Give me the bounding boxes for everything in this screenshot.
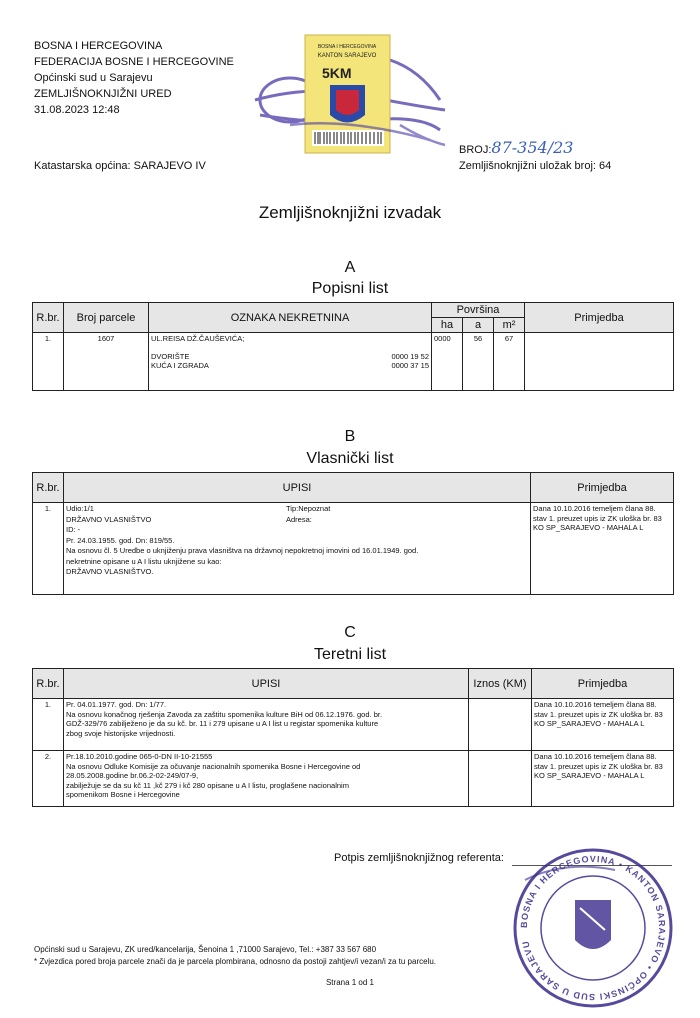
entry-text: GDŽ-329/76 zabilježeno je da su kč. br. 11 i 279 upisane u A I list u registar spomenika kulture — [66, 719, 379, 728]
country-line: BOSNA I HERCEGOVINA — [34, 40, 163, 52]
entry-text: spomenikom Bosne i Hercegovine — [66, 790, 180, 799]
col-primjedba: Primjedba — [531, 473, 674, 503]
row-rbr: 2. — [33, 751, 64, 807]
row-a: 56 — [463, 333, 494, 391]
udio: Udio:1/1 — [66, 504, 94, 513]
col-upisi: UPISI — [64, 473, 531, 503]
row-rbr: 1. — [33, 333, 64, 391]
col-broj-parcele: Broj parcele — [64, 303, 149, 333]
row-m2: 67 — [494, 333, 525, 391]
popisni-list-table — [32, 302, 674, 391]
broj-label: BROJ: — [459, 144, 492, 156]
col-m2: m² — [494, 318, 525, 333]
entry-text: DRŽAVNO VLASNIŠTVO. — [66, 567, 154, 576]
entry-text: Na osnovu čl. 5 Uredbe o uknjiženju prava vlasništva na državnoj nepokretnoj imovini od 16.01.1949. god. — [66, 546, 419, 555]
seal-ring-text: BOSNA I HERCEGOVINA • KANTON SARAJEVO • OPĆINSKI SUD U SARAJEVU — [518, 853, 668, 1003]
entry-reference: Pr. 24.03.1955. god. Dn: 819/55. — [66, 535, 175, 545]
table-row — [33, 751, 674, 807]
owner-name: DRŽAVNO VLASNIŠTVO — [66, 514, 152, 524]
row-iznos — [469, 751, 532, 807]
entry-text: 28.05.2008.godine br.06.2-02-249/07-9, — [66, 771, 199, 780]
svg-text:5KM: 5KM — [322, 65, 352, 81]
document-header — [34, 38, 234, 118]
row-rbr: 1. — [33, 699, 64, 751]
entry-reference: Pr. 04.01.1977. god. Dn: 1/77. — [66, 700, 167, 709]
page-number: Strana 1 od 1 — [325, 978, 375, 987]
owner-id: ID: - — [66, 525, 81, 534]
section-b-name: Vlasnički list — [306, 450, 394, 467]
document-title: Zemljišnoknjižni izvadak — [258, 203, 442, 222]
row-ha: 0000 — [432, 333, 463, 391]
col-primjedba: Primjedba — [532, 669, 674, 699]
col-povrsina: Površina — [432, 303, 525, 318]
federation-line: FEDERACIJA BOSNE I HERCEGOVINE — [34, 56, 234, 68]
row-oznaka — [149, 333, 432, 391]
footer-note: * Zvjezdica pored broja parcele znači da je parcela plombirana, odnosno da postoji zahtjev/i vezan/i za tu parcelu. — [34, 957, 437, 966]
col-primjedba: Primjedba — [525, 303, 674, 333]
table-row — [33, 503, 674, 595]
footer — [34, 944, 436, 968]
row-upisi — [64, 503, 531, 595]
item-name: DVORIŠTE — [151, 351, 190, 361]
row-parcela: 1607 — [64, 333, 149, 391]
col-a: a — [463, 318, 494, 333]
svg-text:BOSNA I HERCEGOVINA: BOSNA I HERCEGOVINA — [317, 44, 377, 50]
tip: Tip:Nepoznat — [286, 504, 331, 513]
ulozak-number: Zemljišnoknjižni uložak broj: 64 — [459, 160, 612, 172]
item-name: KUĆA I ZGRADA — [151, 361, 209, 370]
case-number-block — [459, 140, 611, 174]
row-upisi — [64, 751, 469, 807]
row-primjedba: Dana 10.10.2016 temeljem člana 88. stav 1. preuzet upis iz ZK uloška br. 83 KO SP_SARAJEVO - MAHALA L — [531, 503, 674, 595]
footer-address: Općinski sud u Sarajevu, ZK ured/kancelarija, Šenoina 1 ,71000 Sarajevo, Tel.: +387 33 567 680 — [34, 945, 377, 954]
col-rbr: R.br. — [33, 303, 64, 333]
col-upisi: UPISI — [64, 669, 469, 699]
row-rbr: 1. — [33, 503, 64, 595]
row-primjedba — [525, 333, 674, 391]
svg-text:KANTON SARAJEVO: KANTON SARAJEVO — [317, 53, 377, 59]
signature-label: Potpis zemljišnoknjižnog referenta: — [334, 852, 504, 864]
section-c-name: Teretni list — [313, 646, 387, 663]
section-a-name: Popisni list — [311, 280, 389, 297]
item-area: 0000 37 15 — [391, 361, 429, 370]
row-upisi — [64, 699, 469, 751]
entry-reference: Pr.18.10.2010.godine 065-0-DN II-10-21555 — [66, 752, 213, 761]
revenue-stamp — [250, 30, 450, 160]
col-ha: ha — [432, 318, 463, 333]
row-primjedba: Dana 10.10.2016 temeljem člana 88. stav 1. preuzet upis iz ZK uloška br. 83 KO SP_SARAJEVO - MAHALA L — [532, 699, 674, 751]
col-iznos: Iznos (KM) — [469, 669, 532, 699]
cadastral-municipality: Katastarska općina: SARAJEVO IV — [34, 160, 206, 172]
vlasnicki-list-table — [32, 472, 674, 595]
teretni-list-table — [32, 668, 674, 807]
entry-text: zbog svoje historijske vrijednosti. — [66, 728, 176, 738]
row-primjedba: Dana 10.10.2016 temeljem člana 88. stav 1. preuzet upis iz ZK uloška br. 83 KO SP_SARAJEVO - MAHALA L — [532, 751, 674, 807]
handwritten-number: 87-354/23 — [491, 138, 574, 157]
row-iznos — [469, 699, 532, 751]
section-c-letter: C — [344, 624, 356, 641]
item-area: 0000 19 52 — [391, 351, 429, 361]
entry-text: Na osnovu konačnog rješenja Zavoda za zaštitu spomenika kulture BiH od 06.12.1976. god. br. — [66, 709, 383, 719]
court-line: Općinski sud u Sarajevu — [34, 72, 153, 84]
section-a-letter: A — [344, 259, 356, 276]
section-b-letter: B — [344, 428, 356, 445]
col-rbr: R.br. — [33, 669, 64, 699]
street-name: UL.REISA DŽ.ČAUŠEVIĆA; — [151, 334, 245, 343]
entry-text: nekretnine opisane u A I listu uknjižene su kao: — [66, 556, 222, 566]
datetime: 31.08.2023 12:48 — [34, 104, 120, 116]
office-line: ZEMLJIŠNOKNJIŽNI URED — [34, 88, 172, 100]
col-oznaka: OZNAKA NEKRETNINA — [149, 303, 432, 333]
owner-address: Adresa: — [286, 514, 312, 524]
col-rbr: R.br. — [33, 473, 64, 503]
entry-text: Na osnovu Odluke Komisije za očuvanje nacionalnih spomenika Bosne i Hercegovine od — [66, 761, 361, 771]
table-row — [33, 333, 674, 391]
table-row — [33, 699, 674, 751]
entry-text: zabilježuje se da su kč 11 ,kč 279 i kč 280 opisane u A I listu, proglašene nacionalnim — [66, 780, 349, 790]
